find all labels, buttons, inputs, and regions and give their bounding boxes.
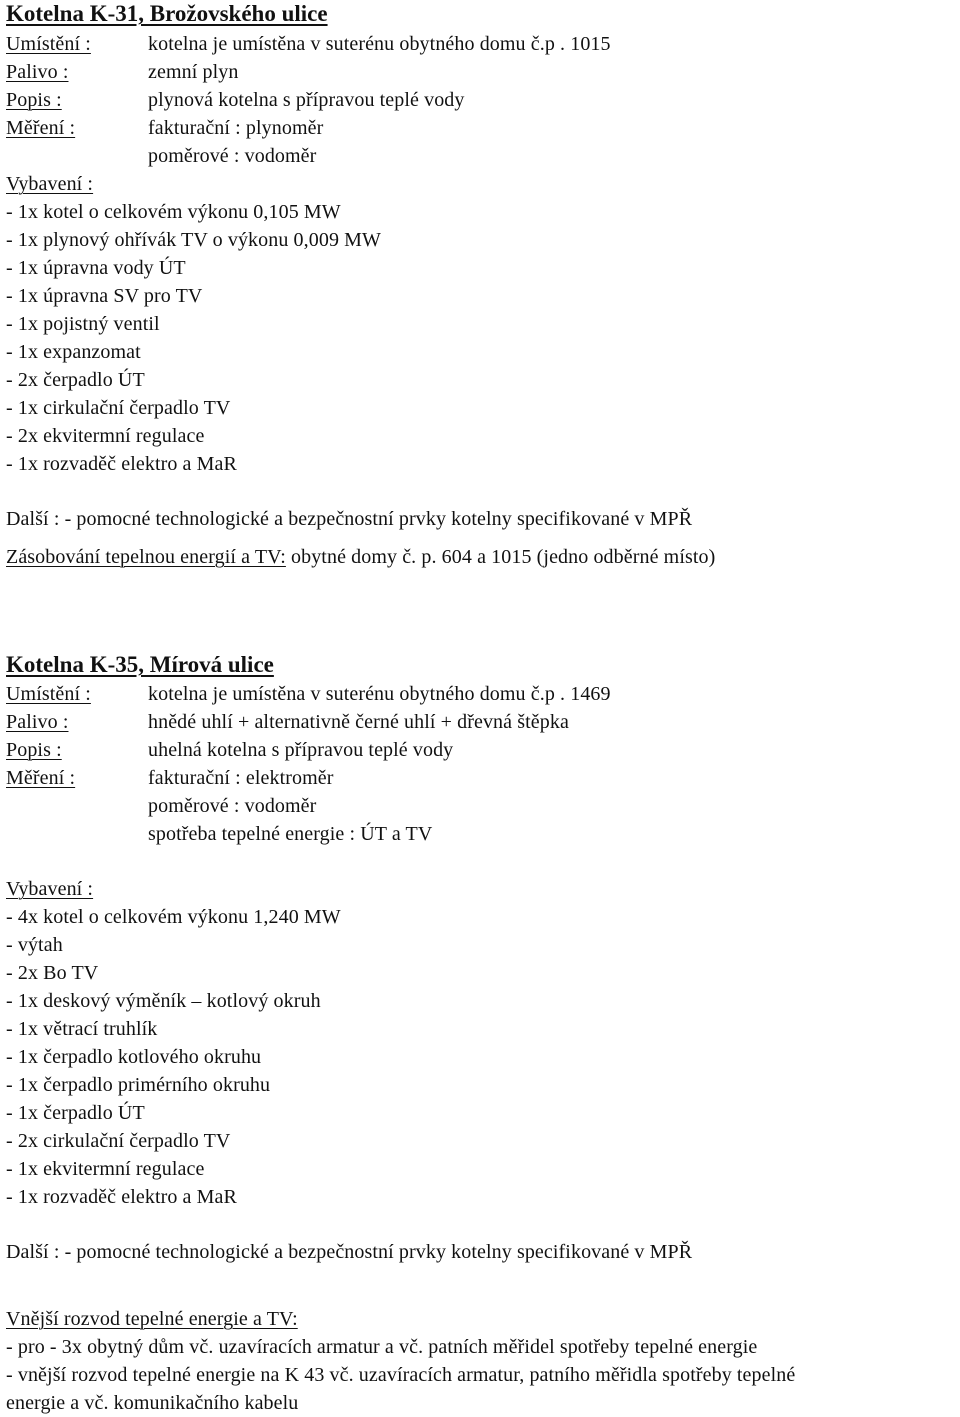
- section2-vybaveni-label: Vybavení :: [6, 878, 94, 900]
- equipment-item: - 1x čerpadlo kotlového okruhu: [6, 1046, 262, 1068]
- equipment-item: - 1x plynový ohřívák TV o výkonu 0,009 MW: [6, 229, 382, 251]
- section2-umisteni-row: [6, 680, 611, 708]
- section1-palivo-row: [6, 58, 239, 86]
- vnejsi-item: energie a vč. komunikačního kabelu: [6, 1392, 299, 1414]
- equipment-item: - 1x úpravna SV pro TV: [6, 285, 203, 307]
- zasobovani-label: Zásobování tepelnou energií a TV:: [6, 546, 286, 568]
- umisteni-value: kotelna je umístěna v suterénu obytného domu č.p . 1015: [148, 33, 611, 55]
- zasobovani-value: obytné domy č. p. 604 a 1015 (jedno odběrné místo): [285, 546, 716, 568]
- equipment-item: - 2x cirkulační čerpadlo TV: [6, 1130, 231, 1152]
- equipment-item: - 1x expanzomat: [6, 341, 141, 363]
- mereni-value: poměrové : vodoměr: [148, 145, 317, 167]
- equipment-item: - 1x úpravna vody ÚT: [6, 257, 186, 279]
- popis-value: plynová kotelna s přípravou teplé vody: [148, 89, 465, 111]
- popis-value: uhelná kotelna s přípravou teplé vody: [148, 739, 454, 761]
- umisteni-label: Umístění :: [6, 683, 91, 705]
- section2-mereni-row: [6, 764, 334, 792]
- equipment-item: - 2x ekvitermní regulace: [6, 425, 205, 447]
- equipment-item: - 1x rozvaděč elektro a MaR: [6, 1186, 237, 1208]
- equipment-item: - 2x čerpadlo ÚT: [6, 369, 145, 391]
- equipment-item: - 1x větrací truhlík: [6, 1018, 158, 1040]
- equipment-item: - výtah: [6, 934, 63, 956]
- section1-dalsi: Další : - pomocné technologické a bezpečnostní prvky kotelny specifikované v MPŘ: [6, 508, 693, 530]
- section2-palivo-row: [6, 708, 569, 736]
- section1-popis-row: [6, 86, 465, 114]
- mereni-value: fakturační : elektroměr: [148, 767, 334, 789]
- section1-zasobovani-row: [6, 543, 715, 571]
- section2-popis-row: [6, 736, 454, 764]
- popis-label: Popis :: [6, 89, 62, 111]
- equipment-item: - 2x Bo TV: [6, 962, 99, 984]
- mereni-value: poměrové : vodoměr: [148, 795, 317, 817]
- mereni-value: fakturační : plynoměr: [148, 117, 324, 139]
- palivo-value: zemní plyn: [148, 61, 239, 83]
- equipment-item: - 1x deskový výměník – kotlový okruh: [6, 990, 321, 1012]
- section1-mereni-row: [6, 114, 324, 142]
- section2-title: Kotelna K-35, Mírová ulice: [6, 652, 274, 677]
- section2-vnejsi-label: Vnější rozvod tepelné energie a TV:: [6, 1308, 298, 1330]
- mereni-label: Měření :: [6, 117, 76, 139]
- section2-dalsi: Další : - pomocné technologické a bezpečnostní prvky kotelny specifikované v MPŘ: [6, 1241, 693, 1263]
- equipment-item: - 4x kotel o celkovém výkonu 1,240 MW: [6, 906, 341, 928]
- palivo-label: Palivo :: [6, 711, 69, 733]
- section1-title: Kotelna K-31, Brožovského ulice: [6, 1, 328, 26]
- equipment-item: - 1x čerpadlo ÚT: [6, 1102, 145, 1124]
- vnejsi-item: - pro - 3x obytný dům vč. uzavíracích armatur a vč. patních měřidel spotřeby tepelné energie: [6, 1336, 758, 1358]
- palivo-value: hnědé uhlí + alternativně černé uhlí + dřevná štěpka: [148, 711, 569, 733]
- equipment-item: - 1x rozvaděč elektro a MaR: [6, 453, 237, 475]
- vnejsi-item: - vnější rozvod tepelné energie na K 43 vč. uzavíracích armatur, patního měřidla spotřeby tepelné: [6, 1364, 796, 1386]
- equipment-item: - 1x čerpadlo primérního okruhu: [6, 1074, 271, 1096]
- umisteni-value: kotelna je umístěna v suterénu obytného domu č.p . 1469: [148, 683, 611, 705]
- mereni-value: spotřeba tepelné energie : ÚT a TV: [148, 823, 433, 845]
- equipment-item: - 1x kotel o celkovém výkonu 0,105 MW: [6, 201, 341, 223]
- equipment-item: - 1x ekvitermní regulace: [6, 1158, 205, 1180]
- palivo-label: Palivo :: [6, 61, 69, 83]
- mereni-label: Měření :: [6, 767, 76, 789]
- section1-umisteni-row: [6, 30, 611, 58]
- section1-vybaveni-label: Vybavení :: [6, 173, 94, 195]
- umisteni-label: Umístění :: [6, 33, 91, 55]
- equipment-item: - 1x cirkulační čerpadlo TV: [6, 397, 231, 419]
- equipment-item: - 1x pojistný ventil: [6, 313, 160, 335]
- popis-label: Popis :: [6, 739, 62, 761]
